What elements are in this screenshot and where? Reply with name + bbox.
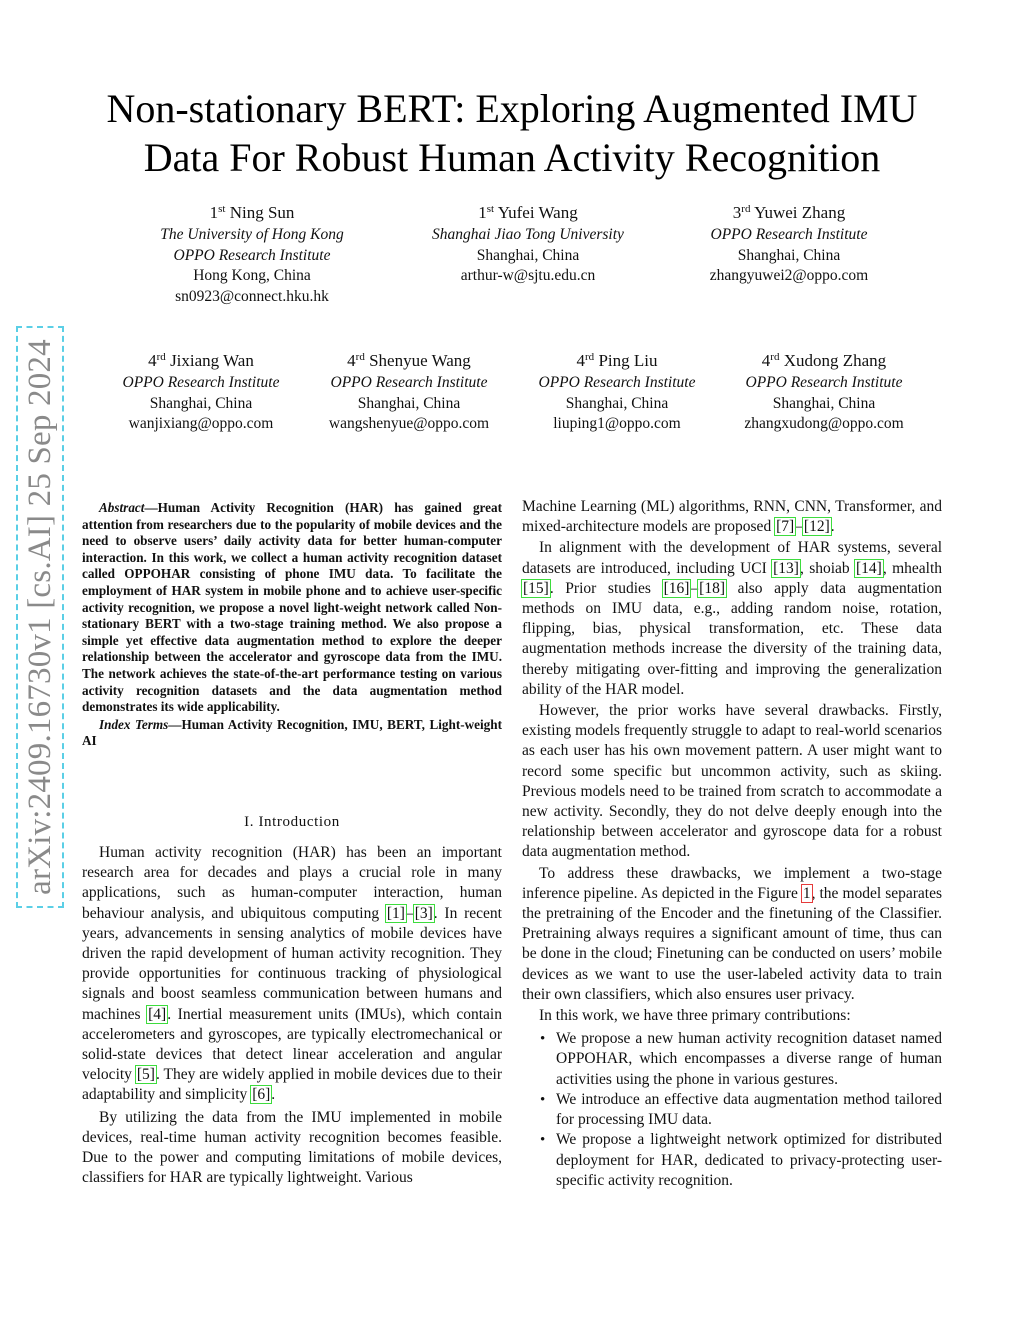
author-email[interactable]: liuping1@oppo.com <box>553 415 681 432</box>
arxiv-stamp[interactable]: arXiv:2409.16730v1 [cs.AI] 25 Sep 2024 <box>22 339 58 895</box>
author-block: 3rd Yuwei Zhang OPPO Research Institute Shanghai, China zhangyuwei2@oppo.com <box>678 202 900 287</box>
author-block: 4rd Xudong Zhang OPPO Research Institute Shanghai, China zhangxudong@oppo.com <box>726 350 922 435</box>
author-email[interactable]: sn0923@connect.hku.hk <box>175 287 329 305</box>
left-column <box>82 843 502 1188</box>
citation-link[interactable]: [1] <box>386 904 405 922</box>
paragraph: To address these drawbacks, we implement a two-stage inference pipeline. As depicted in the Figure 1, the model separates the pretraining of the Encoder and the finetuning of the Classifier. Pretraining always requires a significant amount of time, thus can be done in the cloud; Finetuning can be conducted on users’ mobile devices as we want to use the user-labeled activity data to train their own classifiers, which also ensures user privacy. <box>522 864 942 1003</box>
author-block: 4rd Shenyue Wang OPPO Research Institute Shanghai, China wangshenyue@oppo.com <box>312 350 506 435</box>
section-heading: I. Introduction <box>244 814 340 830</box>
list-item: • We propose a lightweight network optimized for distributed deployment for HAR, dedicated to privacy-protecting user-specific activity recognition. <box>522 1130 942 1191</box>
paragraph: However, the prior works have several drawbacks. Firstly, existing models frequently struggle to adapt to real-world scenarios as each user has his own movement pattern. A user might want to record some specific but uncommon activity, such as skiing. Previous models need to be trained from scratch to accommodate a new activity. Secondly, they do not delve deeply enough into the relationship between accelerator and gyroscope data for a robust data augmentation method. <box>522 702 942 861</box>
index-terms-text: —Human Activity Recognition, IMU, BERT, Light-weight AI <box>82 716 502 749</box>
paragraph: In this work, we have three primary contributions: <box>539 1007 851 1025</box>
citation-link[interactable]: [16] <box>663 579 690 597</box>
right-column <box>522 497 942 1191</box>
author-block: 4rd Ping Liu OPPO Research Institute Shanghai, China liuping1@oppo.com <box>520 350 714 435</box>
paragraph: Human activity recognition (HAR) has been an important research area for decades and plays a crucial role in many applications, such as human-computer interaction, human behaviour analysis, and ubiquitous computing [1]–[3]. In recent years, advancements in sensing analytics of mobile devices have driven the rapid development of human activity recognition. They provide opportunities for continuous tracking of physiological signals and boost seamless communication between humans and machines [4]. Inertial measurement units (IMUs), which contain accelerometers and gyroscopes, are typically electromechanical or solid-state devices that detect linear acceleration and angular velocity [5]. They are widely applied in mobile devices due to their adaptability and simplicity [6]. <box>82 844 502 1104</box>
author-block: 1st Yufei Wang Shanghai Jiao Tong University Shanghai, China arthur-w@sjtu.edu.cn <box>400 202 656 287</box>
citation-link[interactable]: [15] <box>523 579 549 597</box>
author-block: 1st Ning Sun The University of Hong Kong OPPO Research Institute Hong Kong, China sn0923@connect.hku.hk <box>126 202 378 307</box>
abstract-label: Abstract <box>99 500 145 515</box>
paragraph: By utilizing the data from the IMU implemented in mobile devices, real-time human activity recognition becomes feasible. Due to the power and computing limitations of mobile devices, classifiers for HAR are typically lightweight. Various <box>82 1108 502 1187</box>
author-block: 4rd Jixiang Wan OPPO Research Institute Shanghai, China wanjixiang@oppo.com <box>104 350 298 435</box>
author-email[interactable]: wangshenyue@oppo.com <box>328 415 490 432</box>
paragraph: Machine Learning (ML) algorithms, RNN, CNN, Transformer, and mixed-architecture models are proposed [7]–[12]. <box>522 498 942 536</box>
citation-link[interactable]: [12] <box>803 518 830 536</box>
paragraph: In alignment with the development of HAR systems, several datasets are introduced, including UCI [13], shoiab [14], mhealth [15]. Prior studies [16]–[18] also apply data augmentation methods on IMU data, e.g., adding random noise, rotation, flipping, bias, physical transformation, etc. These data augmentation methods increase the diversity of the training data, thereby mitigating over-fitting and improving the generalization ability of the HAR model. <box>522 539 942 698</box>
citation-link[interactable]: [4] <box>148 1005 167 1023</box>
author-email[interactable]: wanjixiang@oppo.com <box>128 415 274 432</box>
author-email[interactable]: arthur-w@sjtu.edu.cn <box>460 267 596 284</box>
contribution-list <box>522 1029 942 1191</box>
list-item: • We introduce an effective data augmentation method tailored for processing IMU data. <box>522 1090 942 1130</box>
abstract-text: —Human Activity Recognition (HAR) has gained great attention from researchers due to the popularity of mobile devices and the need to observe users’ daily activity data for better human-computer interaction. In this work, we collect a human activity recognition dataset called OPPOHAR consisting of phone IMU data. To facilitate the employment of HAR system in mobile phone and to achieve user-specific activity recognition, we propose a novel light-weight network called Non-stationary BERT with a two-stage training method. We also propose a simple yet effective data augmentation method to explore the deeper relationship between the accelerator and gyroscope data from the IMU. The network achieves the state-of-the-art performance testing on various activity recognition datasets and the data augmentation method demonstrates its wide applicability. <box>82 500 502 715</box>
list-item: • We propose a new human activity recognition dataset named OPPOHAR, which encompasses a diverse range of human activities using the phone in various gestures. <box>522 1029 942 1090</box>
citation-link[interactable]: [3] <box>414 904 433 922</box>
paper-title <box>60 84 964 182</box>
author-email[interactable]: zhangxudong@oppo.com <box>744 415 904 432</box>
title-line-1: Non-stationary BERT: Exploring Augmented IMU <box>106 86 918 131</box>
citation-link[interactable]: [7] <box>776 518 795 536</box>
figure-link[interactable]: 1 <box>802 884 811 902</box>
author-email[interactable]: zhangyuwei2@oppo.com <box>709 267 869 284</box>
citation-link[interactable]: [13] <box>773 559 799 577</box>
citation-link[interactable]: [6] <box>252 1086 271 1104</box>
citation-link[interactable]: [18] <box>699 579 725 597</box>
abstract <box>82 500 502 750</box>
title-line-2: Data For Robust Human Activity Recognition <box>143 135 881 180</box>
citation-link[interactable]: [14] <box>856 559 882 577</box>
index-terms-label: Index Terms <box>99 716 169 732</box>
citation-link[interactable]: [5] <box>136 1066 155 1084</box>
